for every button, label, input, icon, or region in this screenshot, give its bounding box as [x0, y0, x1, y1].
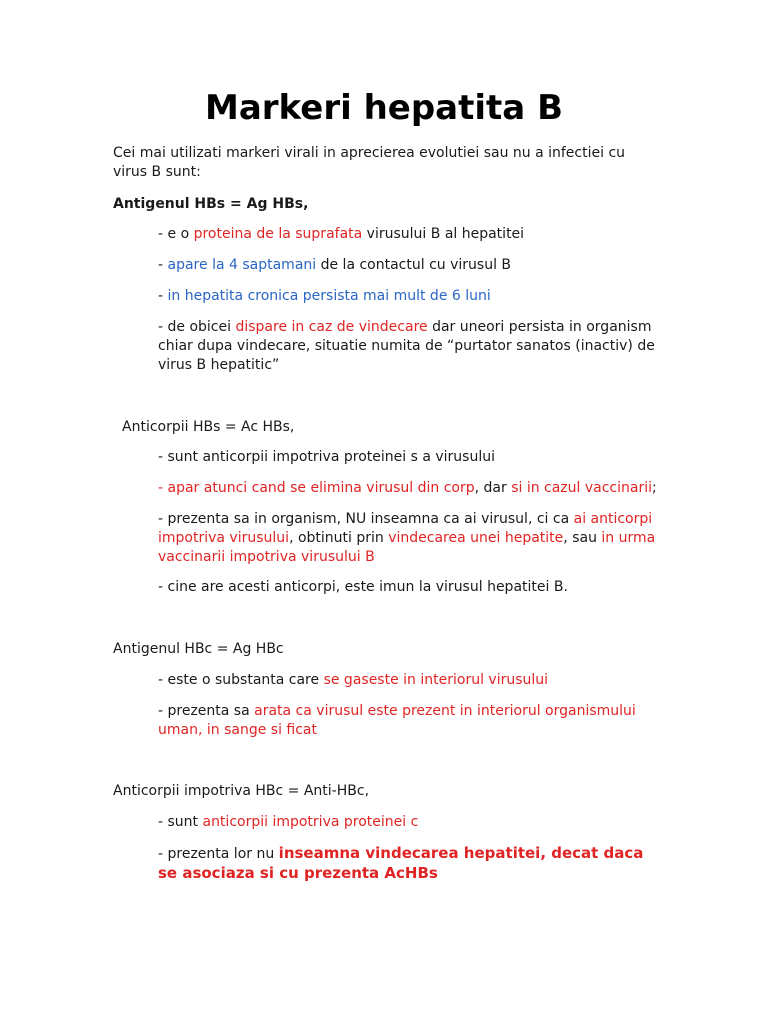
item-text: - prezenta sa	[158, 703, 255, 719]
list-item	[158, 844, 658, 884]
item-text: , obtinuti prin	[289, 530, 389, 546]
item-text: dar uneori persista in organism chiar dupa vindecare, situatie numita de “purtator sanatos (inactiv) de virus B hepatitic”	[158, 319, 655, 373]
highlight-text: apar atunci cand se elimina virusul din corp	[167, 480, 475, 496]
highlight-text: se gaseste in interiorul virusului	[323, 672, 549, 688]
item-text: - cine are acesti anticorpi, este imun la virusul hepatitei B.	[158, 579, 568, 595]
section-heading-ac-hbs: Anticorpii HBs = Ac HBs,	[122, 419, 295, 435]
highlight-text: anticorpii impotriva proteinei c	[202, 814, 419, 830]
item-text: - e o	[158, 226, 194, 242]
list-item	[158, 479, 658, 498]
list-item	[158, 702, 658, 740]
page-title: Markeri hepatita B	[205, 88, 563, 128]
highlight-text: arata ca virusul este prezent in interiorul organismului uman, in sange si ficat	[158, 703, 636, 738]
highlight-text: inseamna vindecarea hepatitei, decat daca se asociaza si cu prezenta AcHBs	[158, 844, 644, 882]
list-item	[158, 287, 658, 306]
item-text: -	[158, 257, 168, 273]
list-item	[158, 448, 658, 467]
item-text: virusului B al hepatitei	[362, 226, 525, 242]
item-text: - de obicei	[158, 319, 236, 335]
highlight-text: in hepatita cronica persista mai mult de 6 luni	[167, 288, 491, 304]
list-item	[158, 225, 658, 244]
highlight-text: apare la 4 saptamani	[167, 257, 317, 273]
item-text: - este o substanta care	[158, 672, 324, 688]
highlight-text: si in cazul vaccinarii	[511, 480, 653, 496]
item-text: , sau	[563, 530, 602, 546]
highlight-text: dispare in caz de vindecare	[235, 319, 428, 335]
highlight-text: vindecarea unei hepatite	[388, 530, 564, 546]
highlight-text: ai anticorpi impotriva virusului	[158, 511, 653, 546]
item-text: , dar	[474, 480, 512, 496]
section-heading-ag-hbc: Antigenul HBc = Ag HBc	[113, 641, 284, 657]
intro-paragraph: Cei mai utilizati markeri virali in aprecierea evolutiei sau nu a infectiei cu virus B sunt:	[113, 145, 626, 180]
item-text: ;	[652, 480, 657, 496]
list-item	[158, 813, 658, 832]
list-item	[158, 318, 658, 375]
list-item	[158, 510, 658, 567]
list-item	[158, 256, 658, 275]
item-text: - sunt	[158, 814, 203, 830]
item-text: de la contactul cu virusul B	[316, 257, 512, 273]
section-heading-ag-hbs: Antigenul HBs = Ag HBs,	[113, 196, 309, 212]
item-text: - prezenta lor nu	[158, 846, 279, 862]
highlight-text: proteina de la suprafata	[193, 226, 363, 242]
item-text: - prezenta sa in organism, NU inseamna ca ai virusul, ci ca	[158, 511, 574, 527]
highlight-text: in urma vaccinarii impotriva virusului B	[158, 530, 656, 565]
item-text: -	[158, 288, 168, 304]
section-heading-anti-hbc: Anticorpii impotriva HBc = Anti-HBc,	[113, 783, 370, 799]
list-item	[158, 671, 658, 690]
list-item	[158, 578, 658, 597]
highlight-text: -	[158, 480, 168, 496]
item-text: - sunt anticorpii impotriva proteinei s a virusului	[158, 449, 495, 465]
